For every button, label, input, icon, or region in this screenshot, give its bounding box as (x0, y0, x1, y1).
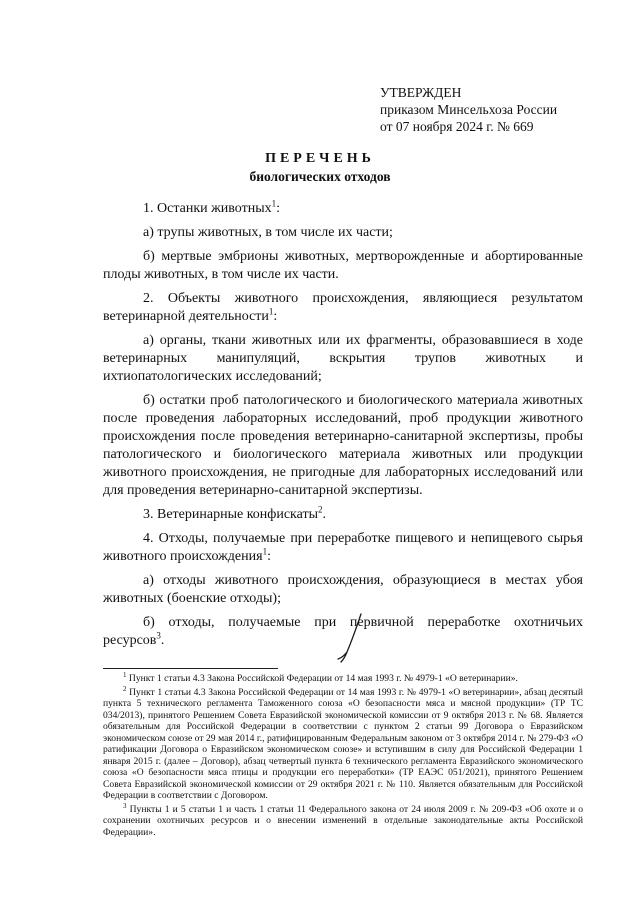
title-subheading: биологических отходов (249, 169, 391, 184)
document-title (0, 150, 640, 186)
document-body (103, 200, 583, 656)
approval-order: приказом Минсельхоза России (380, 102, 558, 117)
list-item: а) трупы животных, в том числе их части; (143, 225, 393, 240)
list-item: б) отходы, получаемые при первичной переработке охотничьих ресурсов$^3$. (103, 615, 583, 648)
signature-mark (335, 612, 375, 664)
list-item: 3. Ветеринарные конфискаты$^2$. (143, 504, 327, 522)
list-item: б) остатки проб патологического и биологического материала животных после проведения лабораторных исследований, проб продукции животного происхождения после проведения ветеринарно-санитарной экспертизы, пробы патологического и биологического материала животных или продукции животного происхождения, не пригодные для лабораторных исследований или для проведения ветеринарно-санитарной экспертизы. (103, 393, 583, 498)
footnotes (103, 670, 583, 840)
list-item: а) органы, ткани животных или их фрагменты, образовавшиеся в ходе ветеринарных манипуляций, вскрытия трупов животных и ихтиопатологических исследований; (103, 333, 583, 384)
footnote: $^2$ Пункт 1 статьи 4.3 Закона Российской Федерации от 14 мая 1993 г. № 4979-1 «О ветеринарии», абзац десятый пункта 5 технического регламента Таможенного союза «О безопасности мяса и мясной продукции» (ТР ТС 034/2013), принятого Решением Совета Евразийской экономической комиссии от 9 октября 2013 г. № 68. Является обязательным для Российской Федерации в соответствии с пунктом 2 статьи 99 Договора о Евразийском экономическом союзе от 29 мая 2014 г., ратифицированным Федеральным законом от 3 октября 2014 г. № 279-ФЗ «О ратификации Договора о Евразийском экономическом союзе» и вступившим в силу для Российской Федерации 1 января 2015 г. (далее – Договор), абзац четвертый пункта 6 технического регламента Евразийского экономического союза «О безопасности мяса птицы и продукции его переработки» (ТР ЕАЭС 051/2021), принятого Решением Совета Евразийской экономической комиссии от 29 октября 2021 г. № 110. Является обязательным для Российской Федерации в соответствии с Договором. (103, 684, 583, 801)
list-item: 1. Останки животных$^1$: (143, 198, 281, 216)
list-item: 4. Отходы, получаемые при переработке пищевого и непищевого сырья животного происхождения$^1$: (103, 531, 583, 564)
list-item: б) мертвые эмбрионы животных, мертворожденные и абортированные плоды животных, в том числе их части. (103, 249, 583, 282)
list-item: а) отходы животного происхождения, образующиеся в местах убоя животных (боенские отходы); (103, 573, 583, 606)
approval-status: УТВЕРЖДЕН (380, 85, 462, 100)
approval-date: от 07 ноября 2024 г. № 669 (380, 119, 534, 134)
title-heading: ПЕРЕЧЕНЬ (265, 151, 375, 166)
approval-stamp (380, 84, 557, 135)
footnote: $^1$ Пункт 1 статьи 4.3 Закона Российской Федерации от 14 мая 1993 г. № 4979-1 «О ветеринарии». (123, 670, 518, 684)
footnote-divider (103, 668, 278, 669)
list-item: 2. Объекты животного происхождения, являющиеся результатом ветеринарной деятельности$^1$: (103, 291, 583, 324)
footnote: $^3$ Пункты 1 и 5 статьи 1 и часть 1 статьи 11 Федерального закона от 24 июля 2009 г. № 209-ФЗ «Об охоте и о сохранении охотничьих ресурсов и о внесении изменений в отдельные законодательные акты Российской Федерации». (103, 801, 583, 838)
